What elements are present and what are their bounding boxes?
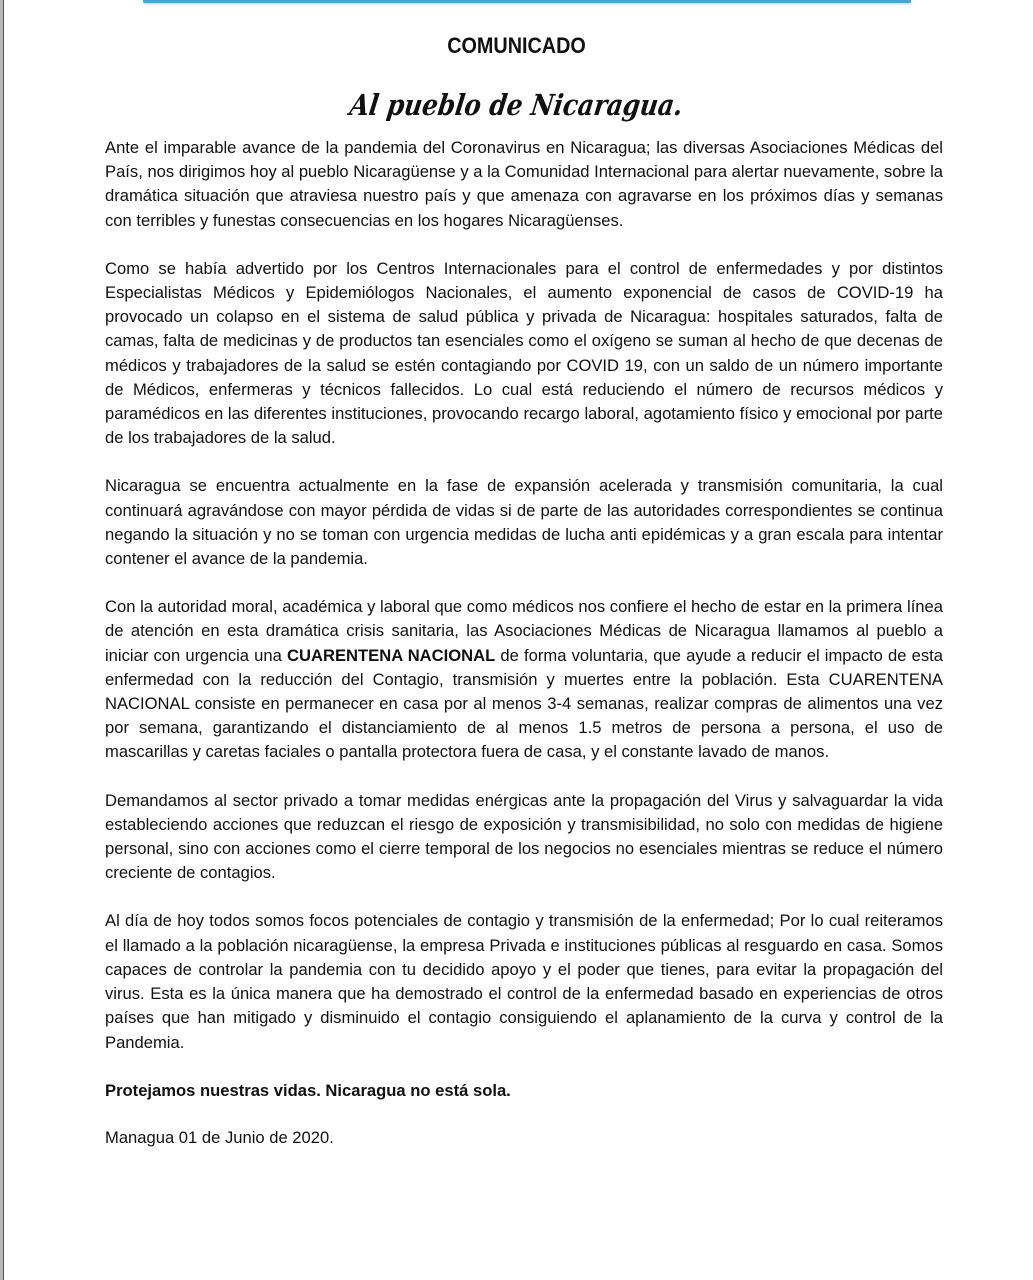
paragraph-4 [105, 595, 943, 764]
document-title: COMUNICADO [447, 33, 586, 58]
paragraph-4-rest: de forma voluntaria, que ayude a reducir el impacto de esta enfermedad con la reducción del Contagio, transmisión y muertes entre la población. Esta CUARENTENA NACIONAL consiste en permanecer en casa por al menos 3-4 semanas, realizar compras de alimentos una vez por semana, garantizando el distanciamiento de al menos 1.5 metros de persona a persona, el uso de mascarillas y caretas faciales o pantalla protectora fuera de casa, y el constante lavado de manos. [105, 645, 943, 762]
paragraph-4-lead: Con la autoridad moral, académica y laboral que como médicos nos confiere el hecho de estar en la primera línea de atención en esta dramática crisis sanitaria, las Asociaciones Médicas de Nicaragua llamamos al pueblo a iniciar con urgencia una [105, 597, 943, 665]
page-edge [0, 0, 4, 1280]
paragraph-2: Como se había advertido por los Centros Internacionales para el control de enfermedades y por distintos Especialistas Médicos y Epidemiólogos Nacionales, el aumento exponencial de casos de COVID-19 ha provocado un colapso en el sistema de salud pública y privada de Nicaragua: hospitales saturados, falta de camas, falta de medicinas y de productos tan esenciales como el oxígeno se suman al hecho de que decenas de médicos y trabajadores de la salud se estén contagiando por COVID 19, con un saldo de un número importante de Médicos, enfermeras y técnicos fallecidos. Lo cual está reduciendo el número de recursos médicos y paramédicos en las diferentes instituciones, provocando recargo laboral, agotamiento físico y emocional por parte de los trabajadores de la salud. [105, 258, 943, 448]
header-rule [143, 0, 911, 3]
closing-statement: Protejamos nuestras vidas. Nicaragua no está sola. [105, 1080, 511, 1100]
quarantine-emphasis: CUARENTENA NACIONAL [287, 645, 496, 665]
paragraph-6: Al día de hoy todos somos focos potenciales de contagio y transmisión de la enfermedad; Por lo cual reiteramos el llamado a la población nicaragüense, la empresa Privada e instituciones públicas al resguardo en casa. Somos capaces de controlar la pandemia con tu decidido apoyo y el poder que tienes, para evitar la propagación del virus. Esta es la única manera que ha demostrado el control de la enfermedad basado en experiencias de otros países que han mitigado y disminuido el contagio consiguiendo el aplanamiento de la curva y control de la Pandemia. [105, 911, 943, 1052]
date-line: Managua 01 de Junio de 2020. [105, 1127, 334, 1147]
paragraph-5: Demandamos al sector privado a tomar medidas enérgicas ante la propagación del Virus y salvaguardar la vida estableciendo acciones que reduzcan el riesgo de exposición y transmisibilidad, no solo con medidas de higiene personal, sino con acciones como el cierre temporal de los negocios no esenciales mientras se reduce el número creciente de contagios. [105, 790, 943, 883]
document-body [105, 136, 943, 1150]
paragraph-3: Nicaragua se encuentra actualmente en la fase de expansión acelerada y transmisión comunitaria, la cual continuará agravándose con mayor pérdida de vidas si de parte de las autoridades correspondientes se continua negando la situación y no se toman con urgencia medidas de lucha anti epidémicas y a gran escala para intentar contener el avance de la pandemia. [105, 476, 943, 569]
salutation: Al pueblo de Nicaragua. [347, 88, 686, 122]
paragraph-1: Ante el imparable avance de la pandemia del Coronavirus en Nicaragua; las diversas Asociaciones Médicas del País, nos dirigimos hoy al pueblo Nicaragüense y a la Comunidad Internacional para alertar nuevamente, sobre la dramática situación que atraviesa nuestro país y que amenaza con agravarse en los próximos días y semanas con terribles y funestas consecuencias en los hogares Nicaragüenses. [105, 138, 943, 230]
